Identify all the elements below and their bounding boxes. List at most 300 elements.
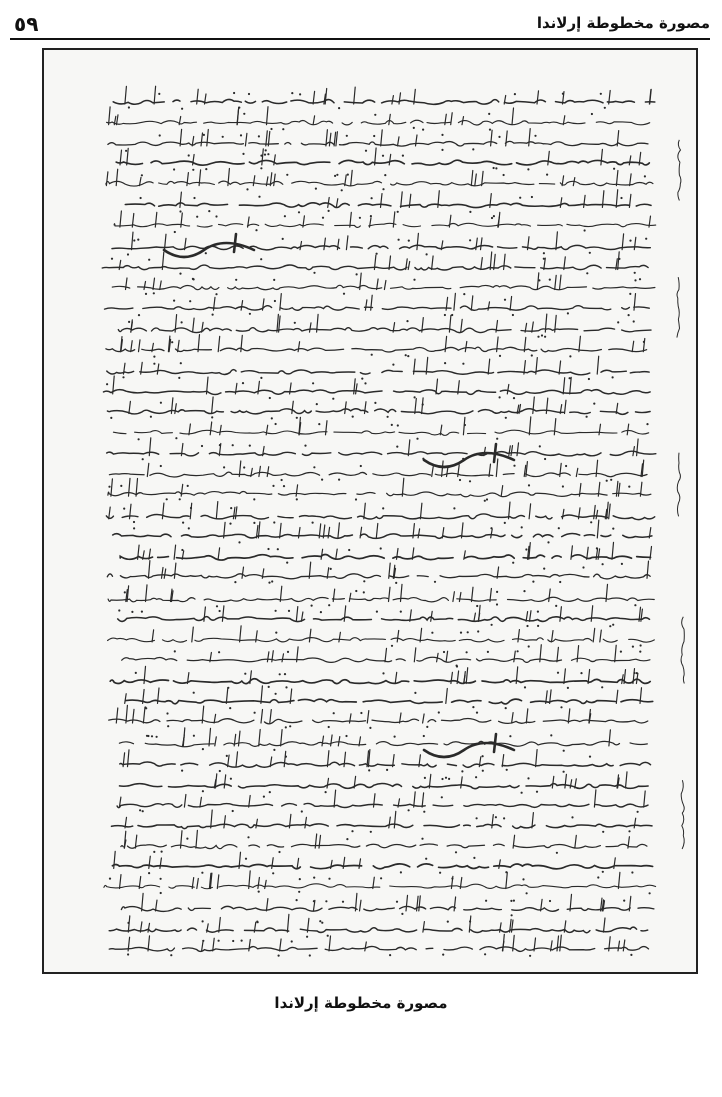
manuscript-dot xyxy=(158,93,160,95)
manuscript-dot xyxy=(623,900,625,902)
manuscript-stroke xyxy=(399,93,401,104)
manuscript-stroke xyxy=(114,851,116,868)
manuscript-dot xyxy=(445,777,447,779)
manuscript-stroke xyxy=(437,653,439,662)
manuscript-dot xyxy=(513,465,515,467)
manuscript-stroke xyxy=(336,199,338,208)
manuscript-stroke xyxy=(218,548,220,560)
manuscript-stroke xyxy=(281,730,283,746)
manuscript-dot xyxy=(602,871,604,873)
manuscript-line xyxy=(112,824,653,829)
manuscript-dot xyxy=(439,872,441,874)
manuscript-stroke xyxy=(526,709,528,723)
manuscript-dot xyxy=(413,127,415,129)
manuscript-dot xyxy=(569,377,571,379)
manuscript-dot xyxy=(203,134,205,136)
manuscript-stroke xyxy=(497,337,499,352)
manuscript-stroke xyxy=(630,174,632,186)
manuscript-dot xyxy=(421,838,423,840)
manuscript-dot xyxy=(441,796,443,798)
manuscript-line xyxy=(108,638,655,643)
manuscript-dot xyxy=(242,153,244,155)
manuscript-dot xyxy=(275,610,277,612)
manuscript-dot xyxy=(526,892,528,894)
manuscript-stroke xyxy=(491,130,493,146)
manuscript-line xyxy=(119,699,653,704)
manuscript-stroke xyxy=(423,714,425,723)
manuscript-stroke xyxy=(498,217,500,227)
manuscript-dot xyxy=(304,445,306,447)
manuscript-stroke xyxy=(385,648,387,662)
manuscript-dot xyxy=(131,611,133,613)
manuscript-stroke xyxy=(492,815,494,828)
manuscript-dot xyxy=(469,211,471,213)
manuscript-stroke xyxy=(249,940,251,951)
manuscript-stroke xyxy=(218,336,220,351)
manuscript-dot xyxy=(336,174,338,176)
manuscript-stroke xyxy=(129,478,131,496)
manuscript-dot xyxy=(629,293,631,295)
manuscript-dot xyxy=(233,92,235,94)
manuscript-stroke xyxy=(313,91,315,104)
manuscript-dot xyxy=(537,611,539,613)
manuscript-stroke xyxy=(636,673,638,683)
manuscript-dot xyxy=(562,485,564,487)
manuscript-dot xyxy=(476,817,478,819)
manuscript-dot xyxy=(188,154,190,156)
manuscript-dot xyxy=(222,136,224,138)
manuscript-dot xyxy=(192,169,194,171)
manuscript-stroke xyxy=(239,731,241,746)
manuscript-stroke xyxy=(594,506,596,519)
manuscript-dot xyxy=(181,108,183,110)
manuscript-stroke xyxy=(584,195,586,207)
manuscript-stroke xyxy=(111,479,113,496)
manuscript-stroke xyxy=(560,275,562,289)
manuscript-dot xyxy=(275,423,277,425)
manuscript-dot xyxy=(254,712,256,714)
manuscript-dot xyxy=(260,155,262,157)
manuscript-stroke xyxy=(529,417,531,435)
manuscript-dot xyxy=(202,748,204,750)
manuscript-dot xyxy=(505,707,507,709)
manuscript-dot xyxy=(249,445,251,447)
manuscript-dot xyxy=(509,735,511,737)
manuscript-dot xyxy=(298,891,300,893)
manuscript-margin-note xyxy=(681,780,684,849)
manuscript-dot xyxy=(128,106,130,108)
manuscript-dot xyxy=(216,605,218,607)
manuscript-dot xyxy=(182,522,184,524)
manuscript-dot xyxy=(346,135,348,137)
manuscript-stroke xyxy=(344,606,346,621)
manuscript-dot xyxy=(634,279,636,281)
manuscript-dot xyxy=(174,650,176,652)
manuscript-stroke xyxy=(618,941,620,951)
manuscript-dot xyxy=(539,445,541,447)
manuscript-stroke xyxy=(258,878,260,889)
manuscript-dot xyxy=(140,197,142,199)
manuscript-stroke xyxy=(178,340,180,351)
manuscript-dot xyxy=(141,174,143,176)
manuscript-dot xyxy=(208,210,210,212)
manuscript-stroke xyxy=(647,561,649,578)
manuscript-dot xyxy=(484,953,486,955)
manuscript-dot xyxy=(448,778,450,780)
manuscript-dot xyxy=(617,321,619,323)
manuscript-dot xyxy=(219,444,221,446)
manuscript-stroke xyxy=(149,438,151,456)
manuscript-stroke xyxy=(514,651,516,662)
manuscript-dot xyxy=(475,776,477,778)
manuscript-dot xyxy=(265,149,267,151)
manuscript-stroke xyxy=(591,606,593,622)
manuscript-dot xyxy=(309,954,311,956)
manuscript-stroke xyxy=(132,232,134,250)
manuscript-stroke xyxy=(197,879,199,889)
manuscript-dot xyxy=(316,403,318,405)
manuscript-stroke xyxy=(560,935,562,951)
manuscript-dot xyxy=(370,215,372,217)
manuscript-dot xyxy=(253,498,255,500)
manuscript-margin-note xyxy=(677,277,680,338)
manuscript-stroke xyxy=(503,934,505,951)
manuscript-dot xyxy=(524,686,526,688)
manuscript-dot xyxy=(543,252,545,254)
manuscript-stroke xyxy=(593,628,595,642)
manuscript-stroke xyxy=(510,297,512,311)
manuscript-stroke xyxy=(562,176,564,186)
manuscript-stroke xyxy=(154,86,156,104)
manuscript-dot xyxy=(296,417,298,419)
manuscript-stroke xyxy=(196,830,198,848)
manuscript-stroke xyxy=(512,108,514,125)
manuscript-dot xyxy=(187,485,189,487)
manuscript-stroke xyxy=(160,858,162,868)
manuscript-stroke xyxy=(422,793,424,807)
manuscript-stroke xyxy=(465,342,467,352)
manuscript-dot xyxy=(223,466,225,468)
manuscript-line xyxy=(108,491,651,496)
manuscript-dot xyxy=(600,93,602,95)
manuscript-stroke xyxy=(445,336,447,351)
manuscript-dot xyxy=(498,136,500,138)
manuscript-dot xyxy=(596,547,598,549)
manuscript-dot xyxy=(505,417,507,419)
manuscript-dot xyxy=(285,756,287,758)
manuscript-line xyxy=(99,719,648,724)
manuscript-dot xyxy=(267,548,269,550)
manuscript-stroke xyxy=(579,336,581,352)
manuscript-stroke xyxy=(612,542,614,559)
manuscript-stroke xyxy=(496,459,498,477)
manuscript-dot xyxy=(544,336,546,338)
manuscript-dot xyxy=(327,935,329,937)
manuscript-stroke xyxy=(597,520,599,538)
manuscript-stroke xyxy=(327,778,329,788)
manuscript-stroke xyxy=(616,171,618,186)
manuscript-dot xyxy=(544,458,546,460)
manuscript-stroke xyxy=(529,129,531,146)
manuscript-dot xyxy=(291,940,293,942)
manuscript-dot xyxy=(511,914,513,916)
manuscript-dot xyxy=(363,591,365,593)
manuscript-stroke xyxy=(474,613,476,621)
manuscript-stroke xyxy=(560,463,562,476)
manuscript-dot xyxy=(286,174,288,176)
manuscript-stroke xyxy=(143,708,145,723)
manuscript-stroke xyxy=(334,790,336,807)
manuscript-stroke xyxy=(120,211,122,227)
manuscript-dot xyxy=(441,149,443,151)
manuscript-dot xyxy=(438,711,440,713)
manuscript-dot xyxy=(232,810,234,812)
manuscript-dot xyxy=(278,851,280,853)
manuscript-dot xyxy=(229,707,231,709)
manuscript-stroke xyxy=(367,711,369,723)
manuscript-dot xyxy=(559,581,561,583)
manuscript-dot xyxy=(522,878,524,880)
manuscript-stroke xyxy=(453,592,455,602)
manuscript-dot xyxy=(193,692,195,694)
manuscript-stroke xyxy=(637,439,639,456)
manuscript-stroke xyxy=(149,856,151,868)
manuscript-stroke xyxy=(344,752,346,767)
manuscript-dot xyxy=(397,211,399,213)
manuscript-stroke xyxy=(416,135,418,146)
manuscript-dot xyxy=(527,777,529,779)
manuscript-stroke xyxy=(446,651,448,662)
manuscript-dot xyxy=(469,239,471,241)
manuscript-dot xyxy=(193,197,195,199)
manuscript-dot xyxy=(646,423,648,425)
manuscript-dot xyxy=(181,770,183,772)
manuscript-dot xyxy=(332,398,334,400)
page-number: ٥٩ xyxy=(14,12,39,36)
manuscript-line xyxy=(112,864,652,869)
manuscript-dot xyxy=(333,712,335,714)
manuscript-stroke xyxy=(616,481,618,496)
manuscript-line xyxy=(99,347,647,352)
manuscript-stroke xyxy=(296,485,298,496)
manuscript-dot xyxy=(373,135,375,137)
manuscript-dot xyxy=(565,465,567,467)
manuscript-stroke xyxy=(262,149,264,165)
manuscript-dot xyxy=(541,334,543,336)
manuscript-dot xyxy=(620,197,622,199)
manuscript-stroke xyxy=(354,379,356,394)
manuscript-stroke xyxy=(153,278,155,289)
manuscript-line xyxy=(120,762,651,767)
manuscript-dot xyxy=(110,417,112,419)
manuscript-stroke xyxy=(162,568,164,579)
manuscript-dot xyxy=(645,238,647,240)
manuscript-dot xyxy=(111,258,113,260)
manuscript-dot xyxy=(512,314,514,316)
manuscript-dot xyxy=(125,150,127,152)
manuscript-dot xyxy=(345,735,347,737)
manuscript-margin-note xyxy=(678,140,681,201)
manuscript-stroke xyxy=(529,543,531,560)
manuscript-stroke xyxy=(536,750,538,767)
manuscript-dot xyxy=(495,816,497,818)
manuscript-dot xyxy=(351,830,353,832)
manuscript-dot xyxy=(469,920,471,922)
manuscript-stroke xyxy=(328,198,330,208)
manuscript-stroke xyxy=(393,212,395,227)
manuscript-dot xyxy=(531,354,533,356)
manuscript-stroke xyxy=(565,400,567,413)
manuscript-dot xyxy=(416,438,418,440)
manuscript-dot xyxy=(247,836,249,838)
manuscript-dot xyxy=(513,397,515,399)
manuscript-dot xyxy=(495,167,497,169)
manuscript-heading-stroke xyxy=(164,234,254,257)
manuscript-stroke xyxy=(222,606,224,621)
manuscript-dot xyxy=(459,479,461,481)
manuscript-dot xyxy=(313,900,315,902)
manuscript-dot xyxy=(284,673,286,675)
manuscript-dot xyxy=(109,878,111,880)
manuscript-dot xyxy=(443,651,445,653)
manuscript-stroke xyxy=(481,238,483,250)
manuscript-dot xyxy=(584,229,586,231)
manuscript-dot xyxy=(122,376,124,378)
manuscript-stroke xyxy=(565,774,567,788)
manuscript-dot xyxy=(391,424,393,426)
manuscript-stroke xyxy=(128,916,130,932)
manuscript-stroke xyxy=(632,341,634,352)
manuscript-line xyxy=(109,472,647,477)
manuscript-stroke xyxy=(216,502,218,519)
manuscript-dot xyxy=(496,591,498,593)
manuscript-dot xyxy=(258,891,260,893)
manuscript-dot xyxy=(456,665,458,667)
manuscript-stroke xyxy=(211,810,213,828)
manuscript-line xyxy=(96,597,654,602)
manuscript-stroke xyxy=(274,174,276,186)
manuscript-stroke xyxy=(537,273,539,290)
manuscript-dot xyxy=(586,416,588,418)
manuscript-dot xyxy=(296,498,298,500)
manuscript-dot xyxy=(127,922,129,924)
manuscript-dot xyxy=(370,831,372,833)
manuscript-dot xyxy=(151,735,153,737)
manuscript-dot xyxy=(283,485,285,487)
manuscript-stroke xyxy=(365,942,367,951)
manuscript-stroke xyxy=(174,545,176,559)
manuscript-dot xyxy=(472,706,474,708)
manuscript-dot xyxy=(643,341,645,343)
manuscript-stroke xyxy=(310,323,312,332)
manuscript-stroke xyxy=(192,627,194,642)
manuscript-dot xyxy=(281,479,283,481)
manuscript-dot xyxy=(142,458,144,460)
manuscript-stroke xyxy=(381,194,383,208)
manuscript-dot xyxy=(467,631,469,633)
manuscript-dot xyxy=(606,480,608,482)
manuscript-heading-stroke xyxy=(424,444,514,467)
manuscript-dot xyxy=(426,726,428,728)
manuscript-stroke xyxy=(642,460,644,476)
manuscript-dot xyxy=(633,672,635,674)
manuscript-dot xyxy=(267,153,269,155)
manuscript-dot xyxy=(138,314,140,316)
manuscript-dot xyxy=(230,778,232,780)
manuscript-dot xyxy=(359,217,361,219)
manuscript-dot xyxy=(589,756,591,758)
manuscript-stroke xyxy=(604,918,606,932)
manuscript-dot xyxy=(205,252,207,254)
manuscript-dot xyxy=(271,580,273,582)
manuscript-stroke xyxy=(256,819,258,828)
manuscript-stroke xyxy=(346,236,348,250)
manuscript-dot xyxy=(321,922,323,924)
manuscript-dot xyxy=(464,424,466,426)
manuscript-dot xyxy=(278,955,280,957)
manuscript-stroke xyxy=(305,817,307,828)
manuscript-dot xyxy=(137,239,139,241)
manuscript-dot xyxy=(181,549,183,551)
manuscript-dot xyxy=(461,770,463,772)
manuscript-dot xyxy=(510,900,512,902)
manuscript-dot xyxy=(569,355,571,357)
manuscript-dot xyxy=(257,921,259,923)
manuscript-dot xyxy=(253,522,255,524)
manuscript-dot xyxy=(193,735,195,737)
manuscript-stroke xyxy=(573,178,575,186)
manuscript-dot xyxy=(242,382,244,384)
manuscript-line xyxy=(117,803,648,807)
manuscript-stroke xyxy=(462,117,464,125)
manuscript-dot xyxy=(487,651,489,653)
manuscript-stroke xyxy=(419,896,421,911)
manuscript-dot xyxy=(296,899,298,901)
manuscript-stroke xyxy=(389,114,391,124)
manuscript-stroke xyxy=(432,467,434,477)
manuscript-dot xyxy=(361,378,363,380)
manuscript-dot xyxy=(264,154,266,156)
manuscript-stroke xyxy=(499,860,501,869)
manuscript-dot xyxy=(414,692,416,694)
manuscript-stroke xyxy=(336,132,338,146)
manuscript-dot xyxy=(629,240,631,242)
manuscript-line xyxy=(105,306,650,311)
manuscript-dot xyxy=(328,726,330,728)
manuscript-dot xyxy=(271,417,273,419)
manuscript-stroke xyxy=(142,893,144,911)
manuscript-dot xyxy=(425,858,427,860)
manuscript-dot xyxy=(178,377,180,379)
manuscript-line xyxy=(107,370,649,375)
manuscript-dot xyxy=(269,397,271,399)
manuscript-line xyxy=(101,141,648,146)
manuscript-stroke xyxy=(360,527,362,538)
manuscript-dot xyxy=(108,486,110,488)
manuscript-dot xyxy=(306,936,308,938)
manuscript-dot xyxy=(489,129,491,131)
manuscript-dot xyxy=(537,336,539,338)
manuscript-dot xyxy=(413,279,415,281)
manuscript-dot xyxy=(558,527,560,529)
manuscript-stroke xyxy=(398,137,400,146)
manuscript-stroke xyxy=(563,378,565,394)
manuscript-dot xyxy=(382,507,384,509)
manuscript-dot xyxy=(499,355,501,357)
manuscript-dot xyxy=(400,871,402,873)
manuscript-stroke xyxy=(575,835,577,848)
manuscript-stroke xyxy=(397,549,399,560)
